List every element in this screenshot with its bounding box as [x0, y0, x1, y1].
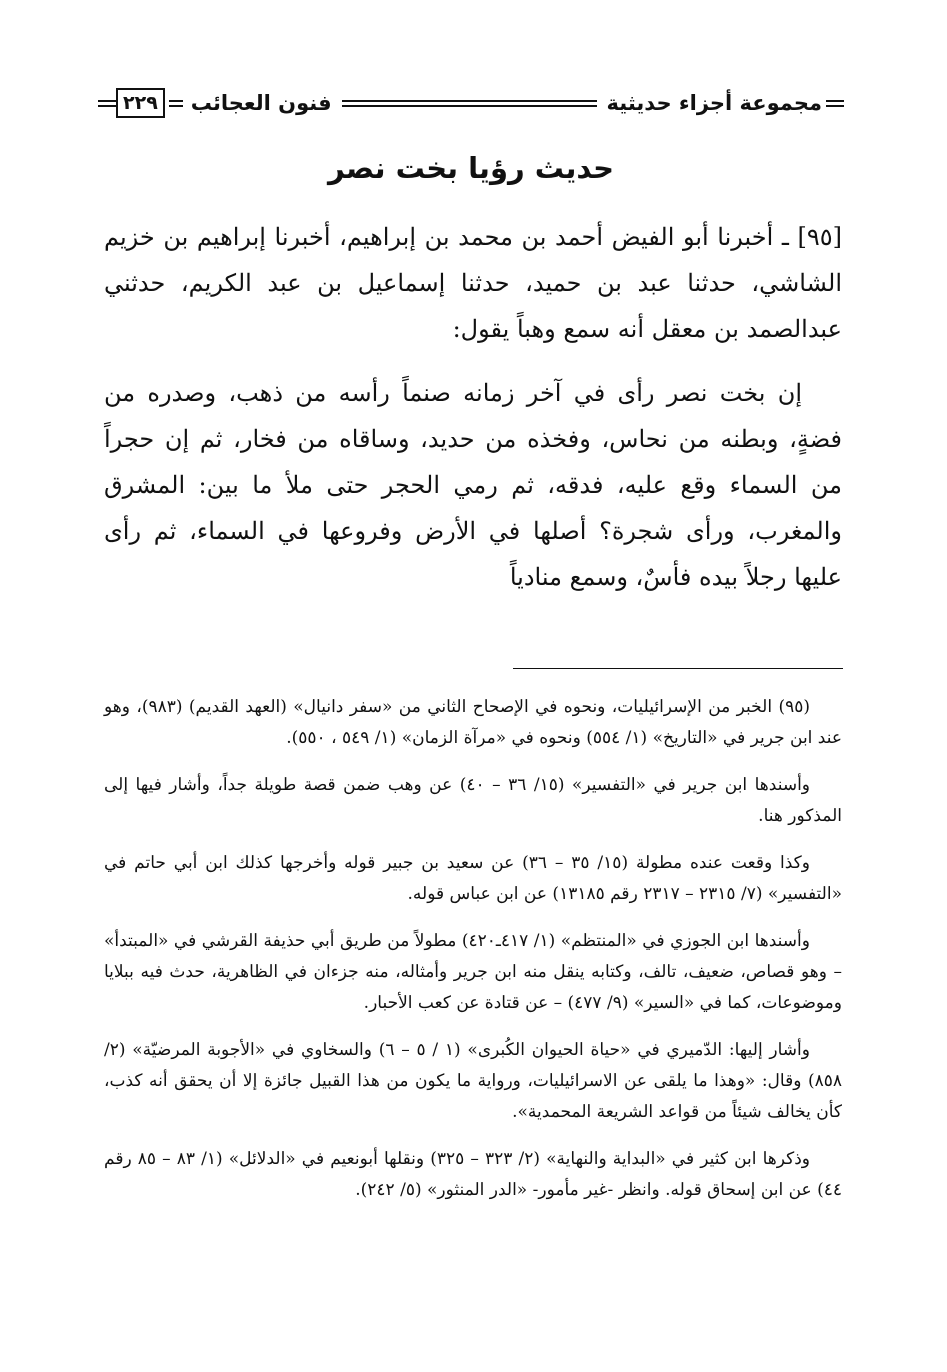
page-number: ٢٢٩	[116, 88, 165, 118]
chapter-title: حديث رؤيا بخت نصر	[327, 151, 615, 185]
section-title: فنون العجائب	[190, 91, 332, 115]
footnote-paragraph: وكذا وقعت عنده مطولة (١٥/ ٣٥ – ٣٦) عن سعيد بن جبير قوله وأخرجها كذلك ابن أبي حاتم في «التفسير» (٧/ ٢٣١٥ – ٢٣١٧ رقم ١٣١٨٥) عن ابن عباس قوله.	[104, 853, 842, 904]
footnote-paragraph: وأسندها ابن جرير في «التفسير» (١٥/ ٣٦ – ٤٠) عن وهب ضمن قصة طويلة جداً، وأشار فيها إلى المذكور هنا.	[104, 775, 842, 826]
header-rule-right	[826, 100, 844, 107]
header-rule-left	[98, 100, 116, 107]
footnote-paragraph: وذكرها ابن كثير في «البداية والنهاية» (٢/ ٣٢٣ – ٣٢٥) ونقلها أبونعيم في «الدلائل» (١/ ٨٣ – ٨٥ رقم ٤٤) عن ابن إسحاق قوله. وانظر -غير مأمور- «الدر المنثور» (٥/ ٢٤٢).	[104, 1149, 842, 1200]
hadith-isnad-paragraph: [٩٥] ـ أخبرنا أبو الفيض أحمد بن محمد بن إبراهيم، أخبرنا إبراهيم بن خزيم الشاشي، حدثنا عبد بن حميد، حدثنا إسماعيل بن عبد الكريم، حدثني عبدالصمد بن معقل أنه سمع وهباً يقول:	[104, 223, 842, 343]
header-rule-middle	[342, 100, 597, 107]
footnote-paragraph: وأسندها ابن الجوزي في «المنتظم» (١/ ٤١٧ـ٤٢٠) مطولاً من طريق أبي حذيفة القرشي في «المبتدأ» – وهو قصاص، ضعيف، تالف، وكتابه ينقل منه ابن جرير وأمثاله، منه جزءان في الظاهرية، حدث فيه ببلايا وموضوعات، كما في «السير» (٩/ ٤٧٧) – عن قتادة عن كعب الأحبار.	[104, 931, 842, 1013]
footnote-paragraph: وأشار إليها: الدّميري في «حياة الحيوان الكُبرى» (١ / ٥ – ٦) والسخاوي في «الأجوبة المرضيّة» (٢/ ٨٥٨) وقال: «وهذا ما يلقى عن الاسرائيليات، ورواية ما يكون من هذا القبيل جائزة إلا أن يحقق أنه كذب، كأن يخالف شيئاً من قواعد الشريعة المحمدية».	[104, 1040, 842, 1122]
main-text	[104, 214, 842, 618]
footnote-paragraph: (٩٥) الخبر من الإسرائيليات، ونحوه في الإصحاح الثاني من «سفر دانيال» (العهد القديم) (٩٨٣)، وهو عند ابن جرير في «التاريخ» (١/ ٥٥٤) ونحوه في «مرآة الزمان» (١/ ٥٤٩ ، ٥٥٠).	[104, 697, 842, 748]
hadith-matn-paragraph: إن بخت نصر رأى في آخر زمانه صنماً رأسه من ذهب، وصدره من فضةٍ، وبطنه من نحاس، وفخذه من حديد، وساقاه من فخار، ثم إن حجراً من السماء وقع عليه، فدقه، ثم رمي الحجر حتى ملأ ما بين: المشرق والمغرب، ورأى شجرة؟ أصلها في الأرض وفروعها في السماء، ثم رأى عليها رجلاً بيده فأسٌ، وسمع منادياً	[104, 379, 843, 591]
book-title: مجموعة أجزاء حديثية	[606, 91, 822, 115]
running-header	[98, 86, 844, 120]
footnotes	[104, 692, 842, 1222]
header-rule-before-page-number	[169, 100, 183, 107]
footnote-separator	[513, 668, 843, 669]
